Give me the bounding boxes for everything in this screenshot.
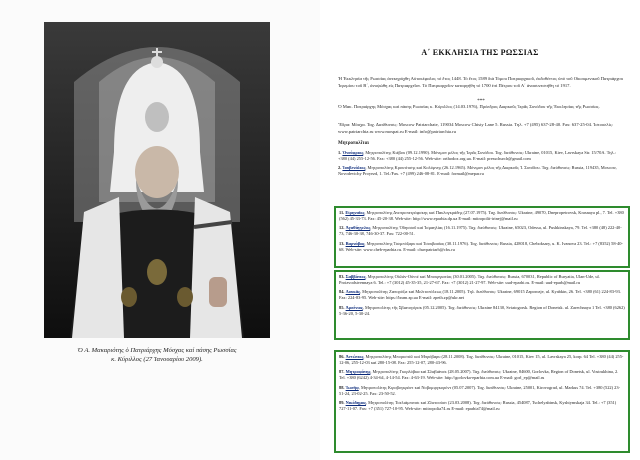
entry-number: 87. bbox=[339, 369, 345, 375]
list-item bbox=[339, 369, 625, 381]
entry-number: 2. bbox=[338, 165, 342, 171]
caption-line-2: κ. Κύριλλος (27 Ἰανουαρίου 2009). bbox=[111, 356, 203, 364]
entry-name: Ἀρσένιος bbox=[345, 304, 363, 310]
patriarch-photo bbox=[44, 22, 270, 338]
right-page bbox=[320, 0, 640, 460]
entry-text: , Μητροπολίτης Μπορισπόλ καί Μπρόβαρυ (28.11.2008). Ταχ. διεύθυνσις: Ukraine, 01015, Kiev 15, ul. Lavrskaya 25, korp. 64 Tel. +380 (44) 255-12-06, 255-12-03 καί 280-15-08. Fax: 255-12-07, 280-43-96. bbox=[339, 354, 624, 366]
entry-name: Ἰωσήφ bbox=[345, 384, 359, 390]
list-item bbox=[338, 165, 624, 177]
entries-group-c bbox=[339, 274, 625, 317]
entry-name: Ὀνούφριος bbox=[342, 150, 364, 155]
entry-name: Μητροφάνης bbox=[345, 369, 371, 375]
highlight-box-2 bbox=[334, 270, 630, 340]
entry-name: Ἀντώνιος bbox=[345, 354, 364, 359]
entry-number: 12. bbox=[339, 225, 345, 231]
entries-group-a bbox=[338, 150, 624, 181]
list-item bbox=[339, 305, 625, 317]
list-item bbox=[339, 289, 625, 301]
address-paragraph: Ἕδρα: Μόσχα. Ταχ. Διεύθυνσις: Moscow Patriarchate, 119034 Moscow Chisty Lane 5. Russia. Τηλ. +7 (495) 637-28-40. Fax: 637-25-04. Ἱστοσελίς: www.patriarchia.ru www.mospat.ru E-mail: info@patriarchia.ru bbox=[338, 122, 613, 134]
entries-group-b bbox=[339, 210, 625, 253]
entry-number: 84. bbox=[339, 289, 345, 295]
entry-number: 11. bbox=[339, 210, 345, 215]
entry-text: , Μητροπολίτης Τσελιάμπινσκ καί Ζλατοούστ (23.03.2008). Ταχ. διεύθυνσις: Russia, 454087, Tschelyabinsk, Kyshtymskaja 34. Tel.: +7 (351) 727-11-07. Fax: +7 (351) 727-10-95. Web-site: mitropolia74.ru E-mail: eparhia74@mail.ru bbox=[339, 399, 617, 412]
list-item bbox=[339, 400, 625, 412]
entry-number: 83. bbox=[339, 274, 345, 279]
intro-paragraph: Ἡ Ἐκκλησία τῆς Ρωσσίας ἀνεκηρύχθη Αὐτοκέφαλος τό ἔτος 1448. Τό ἔτος 1589 διά Τόμου Πατριαρχικοῦ, ἐκδοθέντος ὑπό τοῦ Οἰκουμενικοῦ Πατριάρχου Ἱερεμίου τοῦ Β΄, ἀνυψώθη εἰς Πατριαρχεῖον. Τό Πατριαρχεῖον καταργήθη τό 1700 ἐπί Πέτρου τοῦ Α΄ ἀνασυνεστήθη τό 1917. bbox=[338, 76, 623, 88]
entry-number: 88. bbox=[339, 384, 345, 390]
entry-number: 89. bbox=[339, 399, 345, 405]
list-item bbox=[339, 385, 625, 397]
list-item bbox=[339, 225, 625, 237]
entry-text: , Μητροπολίτης Ζαπορόζιε καί Μελιτοπόλεως (18.11.2005). Τηλ. διεύθυνσις: Ukraine, 69015 Zaporozje, ul. Kyabkin, 26. Tel. +380 (61) 224-83-93. Fax: 224-83-95. Web-site: https://bram.zp.ua E-mail: zpeth.zp@ukr.net bbox=[339, 289, 621, 301]
entry-text: , Μητροπολίτης τῆς Σβιατογόρσκ (05.12.2005). Ταχ. διεύθυνσις: Ukraine 84130, Sviatogorsk. Region of Donetsk. ul. Zarechnaya 1 Tel. +380 (6262) 5-36-20, 5-30-24. bbox=[339, 304, 625, 316]
list-item bbox=[339, 354, 625, 366]
patriarch-paragraph: Ὁ Μακ. Πατριάρχης Μόσχας καί πάσης Ρωσσίας κ. Κύριλλος (14.03.1976), Πρόεδρος Διαρκοῦς Ἱερᾶς Συνόδου τῆς Ἐκκλησίας τῆς Ρωσσίας. bbox=[338, 104, 600, 109]
entry-name: Λουκᾶς bbox=[345, 289, 360, 295]
entry-text: , Μητροπολίτης Κρουτίτσης καί Κολόμνης (26.12.1965). Μόνιμον μέλος τῆς Διαρκοῦς Ἱ. Συνόδου. Ταχ. διεύθυνσις: Russia, 119435, Moscow, Novodevichy Proyezd, 1. Tel./Fax. +7 (499) 246-08-81. E-mail: formail@mepar.ru bbox=[338, 165, 617, 177]
entry-name: Ἰουβενάλιος bbox=[342, 165, 366, 171]
entry-number: 86. bbox=[339, 354, 345, 359]
entry-text: , Μητροπολίτης Τσεμπόξαρυ καί Τσουβασίας (30.11.1976). Ταχ. διεύθυνσις: Russia, 428018, Cheboksary, u. K. Ivanova 23. Tel.: +7 (8352) 58-40-68. Web-site: www.cheb-eparhia.ru. E-mail: chuvpatriarh@cbx.ru bbox=[339, 240, 623, 252]
entries-group-d bbox=[339, 354, 625, 412]
highlight-box-3 bbox=[334, 350, 630, 453]
list-item bbox=[339, 241, 625, 253]
entry-name: Ἀγαθάγγελος bbox=[345, 225, 371, 231]
entry-text: , Μητροπολίτης Γκορλόβκα καί Σλαβιάνσκ (28.05.2007). Ταχ. διεύθυνσις: Ukraine, 84600, Gorlovka, Region of Donetsk, ul. Vostrukhina, 2. Tel. +380 (6242) 4-34-64, 4-14-54. Fax: 4-63-19. Web-site: http://gorlovka-eparhia.com.ua E-mail: gorl_ep@mail.ru bbox=[339, 369, 619, 381]
page-title: Α΄ ΕΚΚΛΗΣΙΑ ΤΗΣ ΡΩΣΣΙΑΣ bbox=[421, 48, 539, 57]
entry-name: Νικόδημος bbox=[345, 399, 366, 405]
entry-text: , Μητροπολίτης Ὀδησσοῦ καί Ἰσμαηλίας (16.11.1975). Ταχ. διεύθυνσις: Ukraine, 65023, Odessa, ul. Pushkinskaya, 79. Tel. +380 (48) 222-40-73, 746-30-38, 746-30-37. Fax: 722-00-51. bbox=[339, 225, 622, 237]
photo-caption bbox=[40, 346, 274, 364]
entry-text: , Μητροπολίτης Κιροβογκράντ καί Νοβομιργκορόντ (05.07.2007). Ταχ. διεύθυνσις: Ukraine, 25001, Kirovograd, ul. Markus 74. Tel. +380 (522) 23-51-24, 23-02-25. Fax: 23-50-52. bbox=[339, 384, 621, 396]
entry-name: Βαρνάβας bbox=[345, 240, 365, 246]
entry-text: , Μητροπολίτης Κιέβου (09.12.1990). Μόνιμον μέλος τῆς Ἱερᾶς Συνόδου. Ταχ. διεύθυνσις: Ukraine, 01015, Kiev, Lavrskaya Str. 15/70A. Τηλ.: +380 (44) 255-12-56. Fax: +380 (44) 255-12-56. Web-site: orthodox.org.ua. E-mail: presschurch@gmail.com bbox=[338, 150, 616, 162]
list-item bbox=[339, 274, 625, 286]
list-item bbox=[339, 210, 625, 222]
caption-line-1: Ὁ Α. Μακαριότης ὁ Πατριάρχης Μόσχας καί πάσης Ρωσσίας bbox=[77, 347, 237, 354]
entry-name: Σαββάτιος bbox=[345, 274, 366, 279]
entry-name: Εἰρηναῖος bbox=[345, 210, 365, 215]
entry-text: , Μητροπολίτης Δνεπροπετρόφσκης καί Παυλογκράδης (27.07.1975). Ταχ. διεύθυνσις: Ukraine, 49070, Dnepropetrovsk, Krasnaya pl., 7. Tel. +380 (562) 45-33-73. Fax: 45-20-38. Web-site: http://www.eparhia.dp.ua E-mail: mitropolit-irinej@mail.ru bbox=[339, 210, 624, 222]
entry-number: 13. bbox=[339, 240, 345, 246]
list-item bbox=[338, 150, 624, 162]
metropolitans-heading: Μητροπολῖται bbox=[338, 141, 369, 146]
entry-number: 1. bbox=[338, 150, 342, 155]
entry-number: 85. bbox=[339, 304, 345, 310]
entry-text: , Μητροπολίτης Οὐλάν-Οὐντέ καί Μπουργιατίας (30.01.2005). Ταχ. διεύθυνσις: Russia, 670031, Republic of Buryatia, Ulan-Ude, ul. Proizvodstvennaya 6. Tel.: +7 (3012) 45-35-35, 21-27-67. Fax: +7 (3012) 21-27-97. Web-site: uud-eparhi.ru. E-mail: uud-eparh@mail.ru bbox=[339, 274, 600, 286]
section-separator: *** bbox=[477, 99, 485, 104]
highlight-box-1 bbox=[334, 206, 630, 268]
